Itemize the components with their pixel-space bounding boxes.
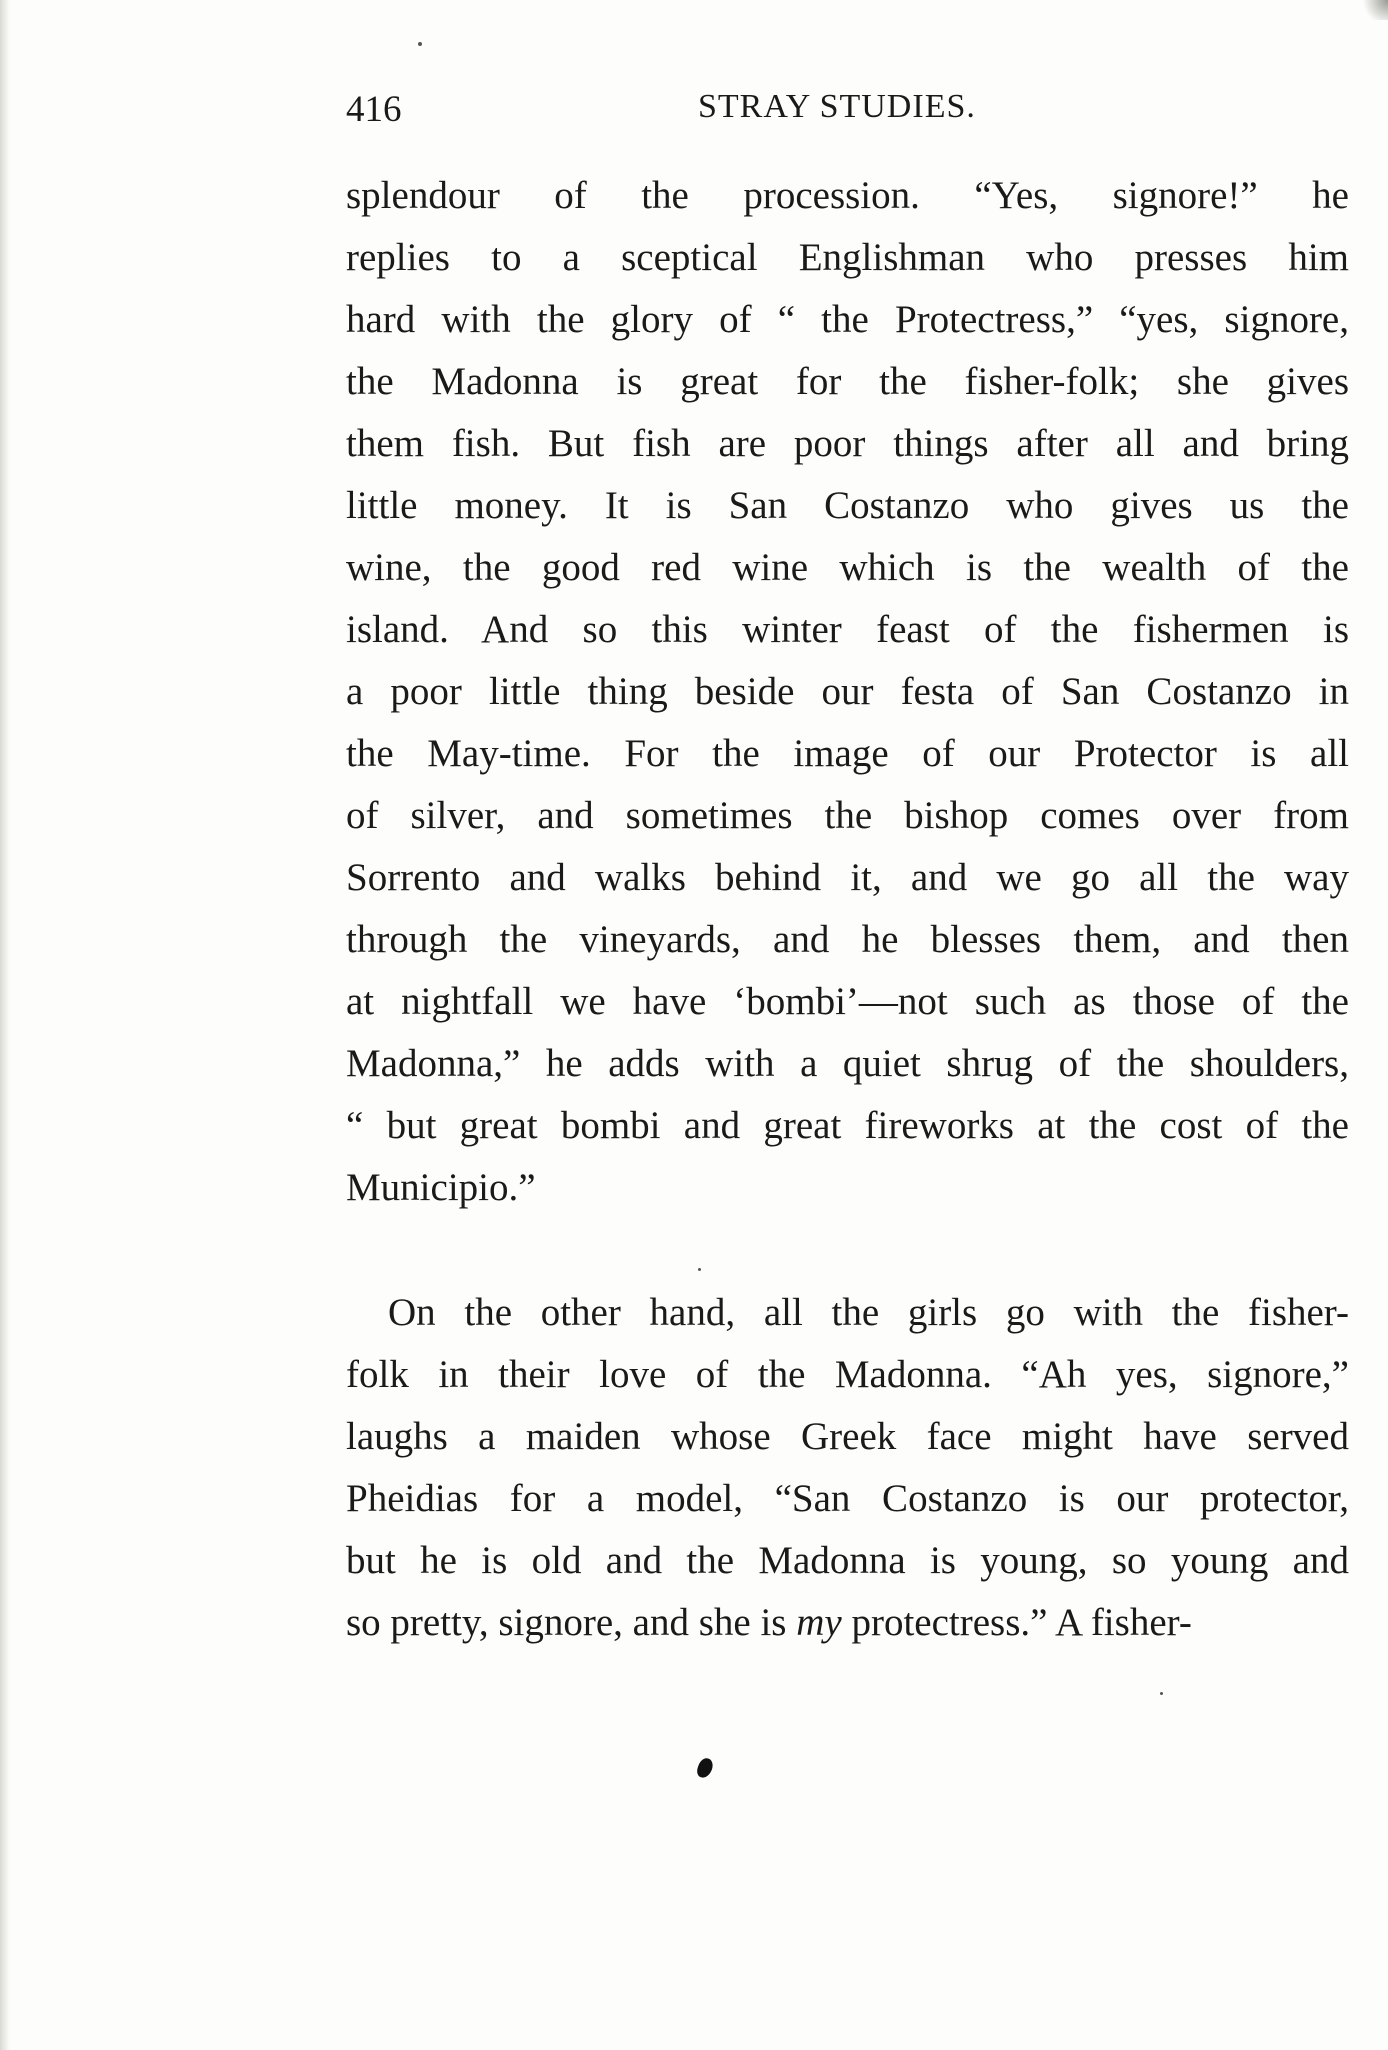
- text-line: hard with the glory of “ the Protectress,” “yes, signore,: [346, 298, 1349, 341]
- text-segment: so pretty, signore, and she is: [346, 1601, 797, 1644]
- text-line: Madonna,” he adds with a quiet shrug of the shoulders,: [346, 1042, 1349, 1085]
- ink-speck: [1160, 1692, 1163, 1695]
- text-line: little money. It is San Costanzo who gives us the: [346, 484, 1349, 527]
- paragraph-2: [346, 1282, 1349, 1592]
- text-line: folk in their love of the Madonna. “Ah yes, signore,”: [346, 1353, 1349, 1396]
- text-line: splendour of the procession. “Yes, signore!” he: [346, 174, 1349, 217]
- page-edge-shadow: [0, 0, 10, 2050]
- text-line: wine, the good red wine which is the wealth of the: [346, 546, 1349, 589]
- text-line: On the other hand, all the girls go with the fisher-: [388, 1291, 1349, 1334]
- page-body: [346, 165, 1349, 1654]
- text-line: the May-time. For the image of our Protector is all: [346, 732, 1349, 775]
- text-line: of silver, and sometimes the bishop comes over from: [346, 794, 1349, 837]
- italic-word: my: [796, 1601, 842, 1644]
- text-segment: protectress.” A fisher-: [841, 1601, 1192, 1644]
- paragraph-1: [346, 165, 1349, 1219]
- text-line: at nightfall we have ‘bombi’—not such as those of the: [346, 980, 1349, 1023]
- text-line: them fish. But fish are poor things after all and bring: [346, 422, 1349, 465]
- text-line: through the vineyards, and he blesses them, and then: [346, 918, 1349, 961]
- page-header: [346, 88, 1349, 138]
- ink-speck: [418, 42, 422, 46]
- text-line: laughs a maiden whose Greek face might have served: [346, 1415, 1349, 1458]
- text-line: Pheidias for a model, “San Costanzo is our protector,: [346, 1477, 1349, 1520]
- running-head: STRAY STUDIES.: [698, 88, 976, 125]
- text-line: island. And so this winter feast of the fishermen is: [346, 608, 1349, 651]
- text-line: but he is old and the Madonna is young, so young and: [346, 1539, 1349, 1582]
- ink-speck: [698, 1268, 701, 1271]
- page-corner-mark: [1358, 0, 1388, 20]
- text-line: the Madonna is great for the fisher-folk; she gives: [346, 360, 1349, 403]
- text-line: Sorrento and walks behind it, and we go all the way: [346, 856, 1349, 899]
- text-line: a poor little thing beside our festa of San Costanzo in: [346, 670, 1349, 713]
- ink-blot: [695, 1756, 714, 1779]
- paragraph-gap: [346, 1219, 1349, 1282]
- text-line: replies to a sceptical Englishman who presses him: [346, 236, 1349, 279]
- text-line: “ but great bombi and great fireworks at the cost of the: [346, 1104, 1349, 1147]
- text-line: [346, 1592, 1349, 1654]
- page-number: 416: [346, 89, 402, 130]
- text-line: Municipio.”: [346, 1166, 536, 1209]
